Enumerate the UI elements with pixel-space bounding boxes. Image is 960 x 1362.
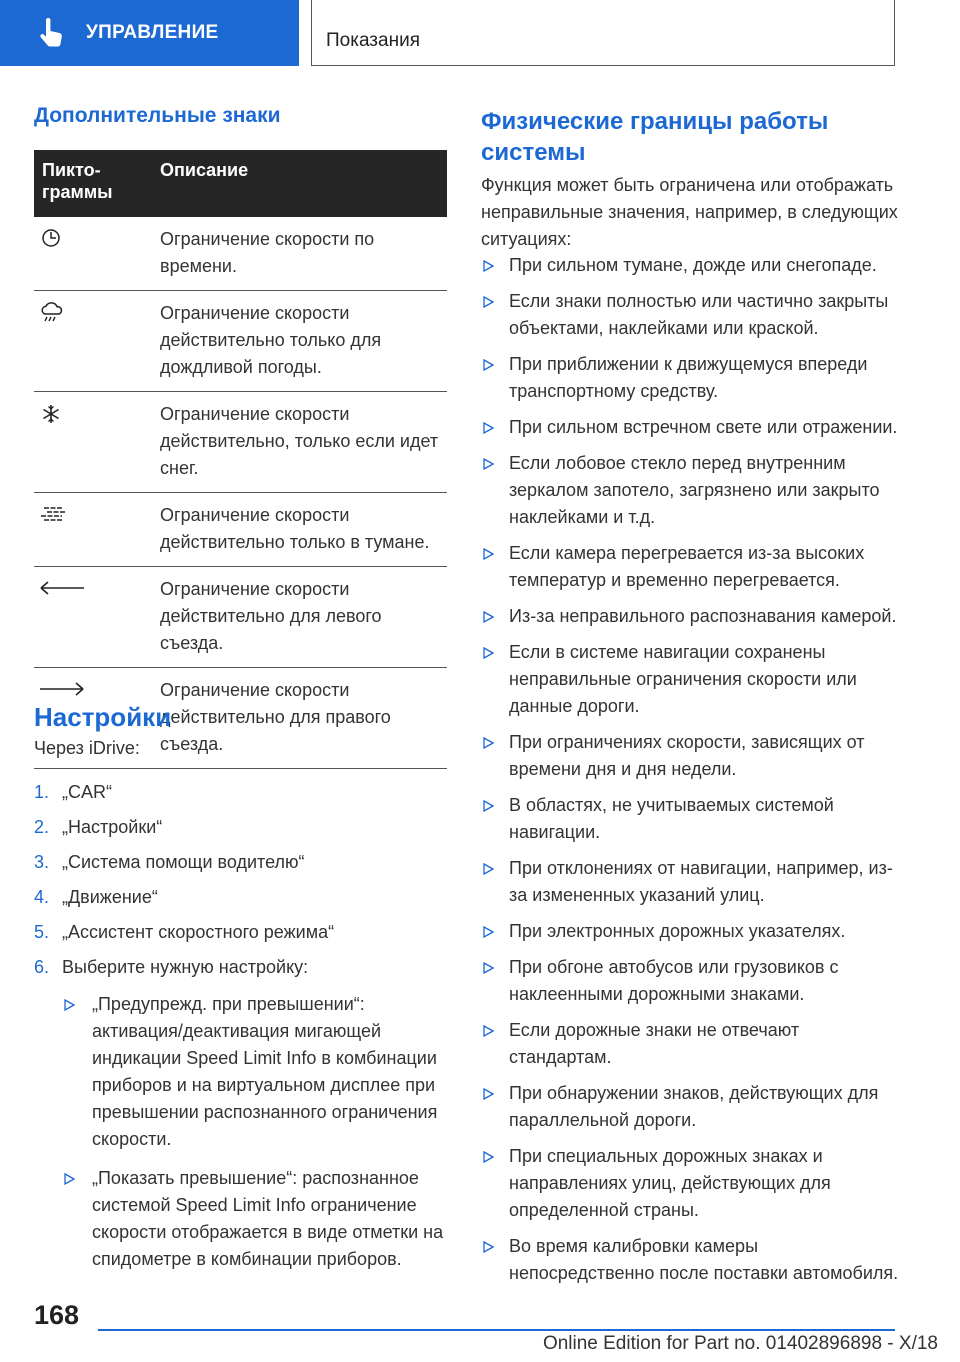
limit-text: Если в системе навигации сохранены неправильные ограничения скорости или данные дороги.: [509, 642, 857, 716]
step-number: 3.: [34, 852, 50, 872]
list-item: [34, 919, 449, 946]
list-item: [34, 814, 449, 841]
triangle-bullet-icon: [483, 1025, 494, 1037]
limit-text: При сильном встречном свете или отражении.: [509, 417, 898, 437]
step-number: 2.: [34, 817, 50, 837]
list-item: [481, 1017, 906, 1071]
fog-icon: [38, 503, 68, 525]
triangle-bullet-icon: [483, 458, 494, 470]
limits-intro: Функция может быть ограничена или отображать неправильные значения, например, в следующих ситуациях:: [481, 175, 898, 249]
limit-text: При специальных дорожных знаках и направлениях улиц, действующих для определенной страны.: [509, 1146, 831, 1220]
step-text: Выберите нужную настройку:: [62, 957, 309, 977]
limit-text: При ограничениях скорости, зависящих от времени дня и дня недели.: [509, 732, 865, 779]
arrow-left-icon: [38, 577, 86, 599]
list-item: [62, 991, 449, 1153]
section-tab[interactable]: [0, 0, 299, 66]
list-item: [481, 855, 906, 909]
table-header-row: [34, 150, 447, 217]
triangle-bullet-icon: [483, 737, 494, 749]
list-item: [481, 918, 906, 945]
list-item: [34, 884, 449, 911]
triangle-bullet-icon: [483, 962, 494, 974]
step-number: 5.: [34, 922, 50, 942]
triangle-bullet-icon: [483, 548, 494, 560]
settings-options: [62, 991, 449, 1273]
triangle-bullet-icon: [64, 1173, 75, 1185]
limit-text: При отклонениях от навигации, например, из-за измененных указаний улиц.: [509, 858, 893, 905]
step-text: „Движение“: [62, 887, 158, 907]
limit-text: Если лобовое стекло перед внутренним зеркалом запотело, загрязнено или закрыто наклейками и т.д.: [509, 453, 880, 527]
table-cell-icon: [34, 493, 152, 567]
idrive-intro: Через iDrive:: [34, 738, 140, 758]
table-cell-icon: [34, 291, 152, 392]
list-item: [481, 288, 906, 342]
list-item: [481, 603, 906, 630]
triangle-bullet-icon: [483, 359, 494, 371]
signs-heading: Дополнительные знаки: [34, 104, 281, 127]
table-cell-icon: [34, 392, 152, 493]
limits-heading: Физические границы работы системы: [481, 108, 829, 166]
step-text: „Система помощи водителю“: [62, 852, 305, 872]
limit-text: Если знаки полностью или частично закрыты объектами, наклейками или краской.: [509, 291, 889, 338]
step-number: 1.: [34, 782, 50, 802]
table-cell-text: Ограничение скорости действительно только для дождливой погоды.: [152, 291, 447, 392]
table-row: [34, 392, 447, 493]
limit-text: В областях, не учитываемых системой навигации.: [509, 795, 834, 842]
section-title: УПРАВЛЕНИЕ: [86, 22, 219, 43]
subsection-title: Показания: [326, 30, 420, 51]
triangle-bullet-icon: [483, 611, 494, 623]
table-cell-text: Ограничение скорости действительно для правого съезда.: [152, 668, 447, 769]
signs-table: [34, 150, 447, 769]
table-cell-text: Ограничение скорости действительно только в тумане.: [152, 493, 447, 567]
list-item: [34, 779, 449, 806]
triangle-bullet-icon: [483, 1151, 494, 1163]
arrow-right-icon: [38, 678, 86, 700]
table-row: [34, 567, 447, 668]
list-item: [481, 252, 906, 279]
table-row: [34, 493, 447, 567]
triangle-bullet-icon: [483, 926, 494, 938]
step-text: „Настройки“: [62, 817, 163, 837]
triangle-bullet-icon: [64, 999, 75, 1011]
table-cell-icon: [34, 217, 152, 291]
list-item: [481, 414, 906, 441]
list-item: [481, 729, 906, 783]
col-icon-header: Пикто-граммы: [34, 150, 152, 217]
table-cell-text: Ограничение скорости действительно, только если идет снег.: [152, 392, 447, 493]
snowflake-icon: [38, 402, 64, 426]
table-cell-icon: [34, 567, 152, 668]
limit-text: Если дорожные знаки не отвечают стандартам.: [509, 1020, 800, 1067]
triangle-bullet-icon: [483, 647, 494, 659]
limit-text: Если камера перегревается из-за высоких температур и временно перегревается.: [509, 543, 865, 590]
triangle-bullet-icon: [483, 800, 494, 812]
limit-text: При сильном тумане, дожде или снегопаде.: [509, 255, 877, 275]
hand-pointer-icon: [38, 18, 64, 48]
list-item: [481, 1143, 906, 1224]
clock-icon: [38, 227, 64, 249]
table-row: [34, 217, 447, 291]
step-number: 4.: [34, 887, 50, 907]
option-text: „Показать превышение“: распознанное системой Speed Limit Info ограничение скорости отображается в виде отметки на спидометре в комбинации приборов.: [92, 1168, 444, 1269]
list-item: [481, 639, 906, 720]
list-item: [34, 849, 449, 876]
limit-text: Из-за неправильного распознавания камерой.: [509, 606, 897, 626]
option-text: „Предупрежд. при превышении“: активация/деактивация мигающей индикации Speed Limit Info в комбинации приборов и на виртуальном дисплее при превышении распознанного ограничения скорости.: [92, 994, 438, 1149]
triangle-bullet-icon: [483, 863, 494, 875]
col-desc-header: Описание: [152, 150, 447, 217]
list-item: [34, 954, 449, 1273]
settings-heading: Настройки: [34, 702, 172, 732]
limit-text: При обнаружении знаков, действующих для параллельной дороги.: [509, 1083, 879, 1130]
table-cell-text: Ограничение скорости действительно для левого съезда.: [152, 567, 447, 668]
limit-text: При обгоне автобусов или грузовиков с наклеенными дорожными знаками.: [509, 957, 839, 1004]
list-item: [481, 540, 906, 594]
footer-rule: [98, 1329, 895, 1331]
triangle-bullet-icon: [483, 296, 494, 308]
triangle-bullet-icon: [483, 260, 494, 272]
list-item: [481, 351, 906, 405]
step-text: „Ассистент скоростного режима“: [62, 922, 335, 942]
triangle-bullet-icon: [483, 1241, 494, 1253]
list-item: [481, 954, 906, 1008]
limit-text: При электронных дорожных указателях.: [509, 921, 846, 941]
subsection-box: [311, 0, 895, 66]
triangle-bullet-icon: [483, 422, 494, 434]
limit-text: При приближении к движущемуся впереди транспортному средству.: [509, 354, 868, 401]
step-number: 6.: [34, 957, 50, 977]
rain-cloud-icon: [38, 301, 66, 325]
table-row: [34, 291, 447, 392]
list-item: [481, 1233, 906, 1287]
settings-steps: [34, 779, 449, 1285]
step-text: „CAR“: [62, 782, 112, 802]
list-item: [481, 1080, 906, 1134]
page-number: 168: [34, 1300, 80, 1330]
list-item: [62, 1165, 449, 1273]
triangle-bullet-icon: [483, 1088, 494, 1100]
footer-edition: Online Edition for Part no. 01402896898 - X/18: [542, 1333, 938, 1354]
list-item: [481, 450, 906, 531]
limit-text: Во время калибровки камеры непосредственно после поставки автомобиля.: [509, 1236, 899, 1283]
table-cell-text: Ограничение скорости по времени.: [152, 217, 447, 291]
list-item: [481, 792, 906, 846]
limits-list: [481, 252, 906, 1296]
